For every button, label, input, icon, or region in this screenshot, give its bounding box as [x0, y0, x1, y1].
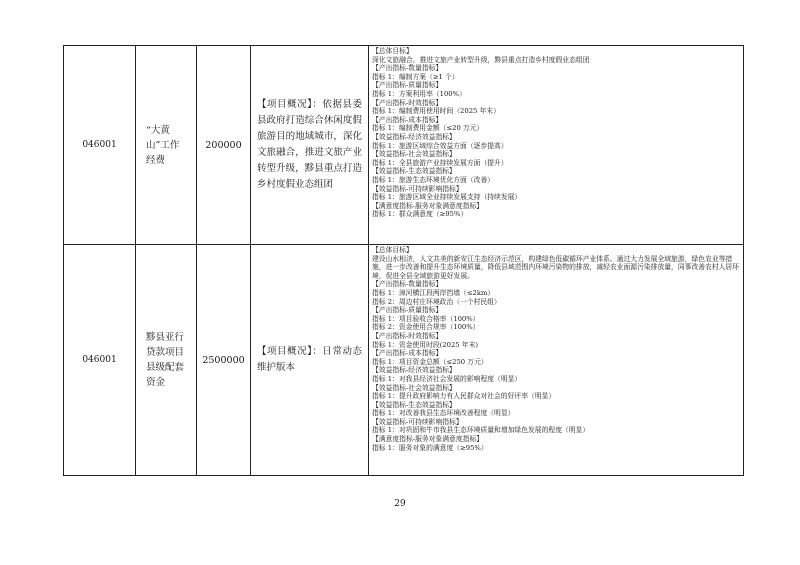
- project-summary-cell: 【项目概况】：日常动态维护版本: [251, 245, 369, 476]
- project-name: 黟县亚行贷款项目县级配套资金: [146, 332, 185, 388]
- performance-targets-cell: [369, 46, 744, 245]
- target-line: 指标 1：对巩固和牛市我县生态环境质量和增加绿色发展的程度（明显）: [372, 426, 590, 435]
- project-name-cell: [136, 245, 197, 476]
- target-line: 【效益指标-生态效益指标】: [372, 400, 456, 409]
- target-line: 指标 1：旅游区域全业持续发展支持（持续发展）: [372, 193, 522, 202]
- target-line: 【效益指标-可持续影响指标】: [372, 417, 463, 426]
- target-line: 【产出指标-成本指标】: [372, 349, 443, 358]
- target-line: 指标 1：资金使用时段(2025 年末): [372, 340, 479, 349]
- target-line: 【效益指标-可持续影响指标】: [372, 184, 463, 193]
- target-line: 【产出指标-质量指标】: [372, 81, 443, 90]
- target-line: 【总体目标】: [372, 246, 413, 254]
- target-line: 【效益指标-经济效益指标】: [372, 132, 456, 141]
- project-summary-cell: 【项目概况】：依据县委县政府打造综合休闲度假旅游目的地域城市，深化文旅融合，推进文旅产业转型升级，黟县重点打造乡村度假业态组团: [251, 46, 369, 245]
- target-line: 指标 1：群众满意度（≥95%）: [372, 210, 468, 219]
- target-line: 指标 1：旅游区域综合效益方面（逐步提高）: [372, 141, 508, 150]
- target-line: 指标 1：编制费用使用时间（2025 年末）: [372, 107, 500, 116]
- target-line: 指标 1：对改善我县生态环境改善程度（明显）: [372, 409, 515, 418]
- target-line: 【产出指标-时效指标】: [372, 331, 443, 340]
- target-line: 【总体目标】: [372, 47, 413, 55]
- target-line: 指标 1：项目资金总额（≤250 万元）: [372, 357, 488, 366]
- target-line: 【产出指标-成本指标】: [372, 115, 443, 124]
- target-line: 【效益指标-社会效益指标】: [372, 383, 456, 392]
- target-line: 指标 1：漳河横江段两岸挡墙（≤2km）: [372, 288, 495, 297]
- target-line: 指标 1：编制方案（≥1 个）: [372, 72, 459, 81]
- project-name-cell: [136, 46, 197, 245]
- budget-table: [63, 45, 744, 476]
- target-line: 【满意度指标-服务对象满意度指标】: [372, 201, 484, 210]
- target-line: 指标 1：旅游生态环境优化方面（改善）: [372, 175, 495, 184]
- target-line: 指标 1：项目验收合格率（100%）: [372, 314, 480, 323]
- target-line: 指标 2：资金使用合规率（100%）: [372, 323, 480, 332]
- target-line: 【产出指标-数量指标】: [372, 280, 443, 289]
- target-line: 指标 1：方案利用率（100%）: [372, 89, 466, 98]
- target-line: 深化文旅融合，推进文旅产业转型升级，黟县重点打造乡村度假业态组团: [372, 55, 590, 64]
- project-code-cell: 046001: [64, 46, 136, 245]
- project-name: “大黄山”工作经费: [146, 124, 180, 166]
- target-line: 指标 2：周边村庄环境政治（一个村民组）: [372, 297, 501, 306]
- target-line: 【产出指标-质量指标】: [372, 306, 443, 315]
- project-amount-cell: 2500000: [197, 245, 251, 476]
- target-line: 指标 1：编制费用金额（≤20 万元）: [372, 124, 484, 133]
- target-line: 【满意度指标-服务对象满意度指标】: [372, 435, 484, 444]
- table-row: [64, 46, 744, 245]
- target-line: 指标 1：全县旅游产业持续发展方面（提升）: [372, 158, 508, 167]
- target-line: 指标 1：提升政府影响力有人民群众对社会的好评率（明显）: [372, 392, 556, 401]
- target-line: 指标 1：对我县经济社会发展的影响程度（明显）: [372, 374, 522, 383]
- target-line: 【效益指标-生态效益指标】: [372, 167, 456, 176]
- target-line: 【效益指标-社会效益指标】: [372, 150, 456, 159]
- page-number: 29: [394, 499, 406, 509]
- project-amount-cell: 200000: [197, 46, 251, 245]
- performance-targets-cell: [369, 245, 744, 476]
- target-goal-paragraph: 建设山水相济，人文共美的新安江生态经济示范区，构建绿色低碳循环产业体系。通过大力发展全域旅游，绿色农业等措施，进一步改善和提升生态环境质量，降低县域范围内环境污染物的排放，减轻农业面源污染排放量，同事改善农村人居环境，促进全县全域旅游更好发展。: [372, 254, 740, 280]
- target-line: 【产出指标-数量指标】: [372, 64, 443, 73]
- target-line: 指标 1：服务对象的满意度（≥95%）: [372, 443, 488, 452]
- table-row: [64, 245, 744, 476]
- project-code-cell: 046001: [64, 245, 136, 476]
- target-line: 【产出指标-时效指标】: [372, 98, 443, 107]
- target-line: 【效益指标-经济效益指标】: [372, 366, 456, 375]
